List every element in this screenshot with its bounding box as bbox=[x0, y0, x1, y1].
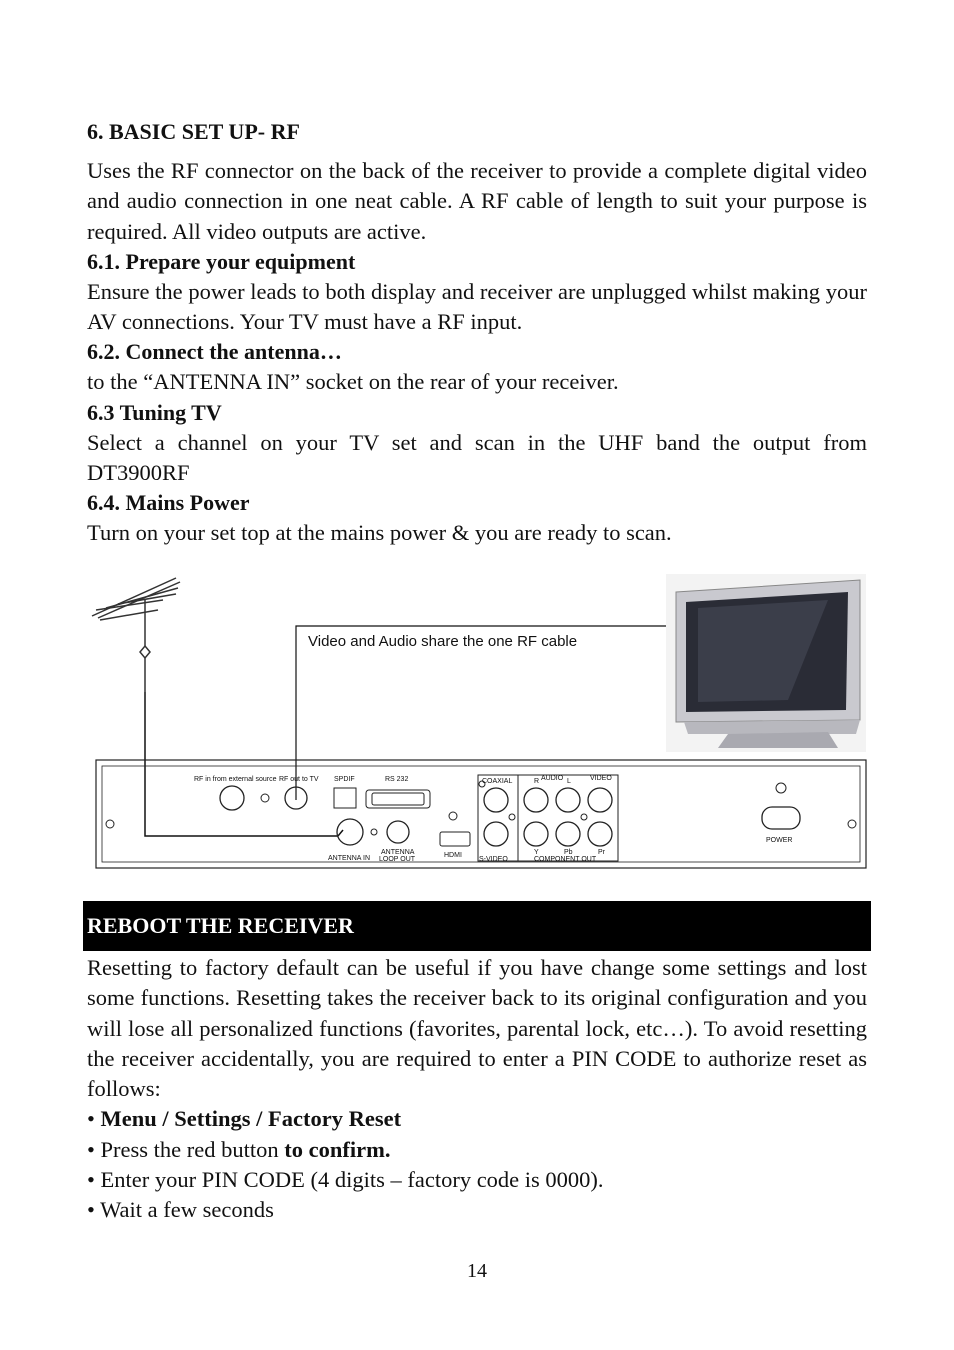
section-body bbox=[87, 156, 867, 549]
label-component-out: COMPONENT OUT bbox=[534, 856, 597, 863]
bullet: • bbox=[87, 1106, 95, 1132]
label-audio-l: L bbox=[567, 778, 571, 785]
section-title: 6. BASIC SET UP- RF bbox=[87, 119, 300, 144]
label-antenna-in: ANTENNA IN bbox=[328, 855, 371, 862]
reboot-banner: REBOOT THE RECEIVER bbox=[83, 901, 871, 951]
subsection-antenna-text: to the “ANTENNA IN” socket on the rear of your receiver. bbox=[87, 369, 619, 395]
reboot-step-1 bbox=[87, 1104, 867, 1134]
page-number: 14 bbox=[467, 1260, 487, 1282]
subsection-power-text: Turn on your set top at the mains power & you are ready to scan. bbox=[87, 520, 672, 546]
subsection-power-title: 6.4. Mains Power bbox=[87, 490, 250, 516]
step-menu-path: Menu / Settings / Factory Reset bbox=[100, 1106, 402, 1132]
label-coaxial: COAXIAL bbox=[482, 778, 513, 785]
reboot-body bbox=[87, 953, 867, 1226]
label-y: Y bbox=[534, 849, 539, 856]
reboot-step-2 bbox=[87, 1135, 867, 1165]
label-audio-r: R bbox=[534, 778, 540, 785]
label-rs232: RS 232 bbox=[385, 776, 409, 783]
subsection-prepare-text: Ensure the power leads to both display and receiver are unplugged whilst making your AV connections. Your TV must have a RF input. bbox=[87, 278, 867, 335]
intro-paragraph: Uses the RF connector on the back of the receiver to provide a complete digital video and audio connection in one neat cable. A RF cable of length to suit your purpose is required. All video outputs are active. bbox=[87, 158, 867, 244]
step-text: Wait a few seconds bbox=[100, 1197, 274, 1223]
bullet: • bbox=[87, 1136, 95, 1162]
reboot-step-4 bbox=[87, 1195, 867, 1225]
tv-illustration bbox=[666, 574, 866, 752]
step-text: Press the red button bbox=[100, 1136, 279, 1162]
bullet: • bbox=[87, 1167, 95, 1193]
step-bold-text: to confirm. bbox=[284, 1136, 391, 1162]
label-pr: Pr bbox=[598, 849, 605, 856]
label-audio: AUDIO bbox=[541, 775, 564, 782]
reboot-paragraph: Resetting to factory default can be useful if you have change some settings and lost some functions. Resetting takes the receiver back to its original configuration and you will lose all personalized functions (favorites, parental lock, etc…). To avoid resetting the receiver accidentally, you are required to enter a PIN CODE to authorize reset as follows: bbox=[87, 955, 867, 1102]
label-rf-in-external: RF in from external source bbox=[194, 776, 277, 783]
label-video: VIDEO bbox=[590, 775, 612, 782]
subsection-antenna-title: 6.2. Connect the antenna… bbox=[87, 339, 342, 365]
subsection-tuning-text: Select a channel on your TV set and scan in the UHF band the output from DT3900RF bbox=[87, 429, 867, 486]
antenna-cable bbox=[145, 692, 343, 836]
label-svideo: S-VIDEO bbox=[479, 856, 508, 863]
antenna-illustration bbox=[92, 578, 180, 692]
rf-out-cable bbox=[296, 626, 668, 800]
subsection-tuning-title: 6.3 Tuning TV bbox=[87, 399, 222, 425]
rf-connection-diagram bbox=[88, 570, 868, 875]
label-rf-out: RF out to TV bbox=[279, 776, 319, 783]
reboot-step-3 bbox=[87, 1165, 867, 1195]
label-spdif: SPDIF bbox=[334, 776, 355, 783]
bullet: • bbox=[87, 1197, 95, 1223]
cable-caption: Video and Audio share the one RF cable bbox=[308, 633, 578, 650]
label-power: POWER bbox=[766, 837, 793, 844]
label-antenna: ANTENNA bbox=[381, 849, 415, 856]
label-loop-out: LOOP OUT bbox=[379, 856, 416, 863]
step-text: Enter your PIN CODE (4 digits – factory code is 0000). bbox=[100, 1167, 604, 1193]
label-hdmi: HDMI bbox=[444, 852, 462, 859]
subsection-prepare-title: 6.1. Prepare your equipment bbox=[87, 248, 356, 274]
label-pb: Pb bbox=[564, 849, 573, 856]
